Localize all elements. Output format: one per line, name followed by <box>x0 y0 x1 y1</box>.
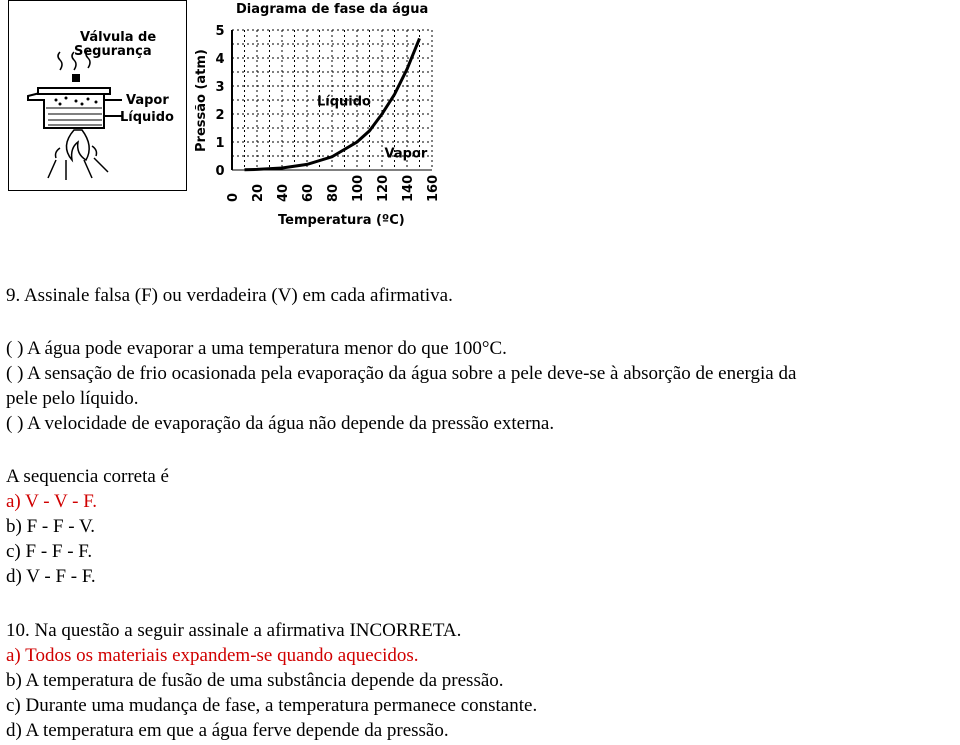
q10-option-a: a) Todos os materiais expandem-se quando aquecidos. <box>6 645 419 666</box>
valve-label-line1: Válvula de <box>80 30 157 45</box>
q10-option-d: d) A temperatura em que a água ferve depende da pressão. <box>6 720 449 741</box>
q9-statement-3: ( ) A velocidade de evaporação da água não depende da pressão externa. <box>6 413 555 434</box>
chart-ylabel: Pressão (atm) <box>194 49 209 152</box>
x-tick-label: 100 <box>351 174 366 202</box>
q9-title: 9. Assinale falsa (F) ou verdadeira (V) em cada afirmativa. <box>6 285 453 306</box>
chart-x-ticks <box>226 175 441 202</box>
region-label-liquid: Líquido <box>317 94 371 110</box>
figure <box>8 0 448 236</box>
x-tick-label: 60 <box>301 183 316 202</box>
x-tick-label: 40 <box>276 183 291 202</box>
x-tick-label: 20 <box>251 183 266 202</box>
chart-xlabel: Temperatura (ºC) <box>278 213 405 228</box>
q10-title: 10. Na questão a seguir assinale a afirmativa INCORRETA. <box>6 620 462 641</box>
q9-option-a: a) V - V - F. <box>6 491 98 512</box>
cooker-vapor-label: Vapor <box>126 93 169 108</box>
pressure-cooker-panel <box>9 1 187 191</box>
y-tick-label: 5 <box>215 24 225 39</box>
figure-svg <box>8 0 448 236</box>
valve-label-line2: Segurança <box>74 44 152 59</box>
q9-option-c: c) F - F - F. <box>6 541 93 562</box>
q9-option-d: d) V - F - F. <box>6 566 96 587</box>
phase-diagram <box>194 2 441 228</box>
y-tick-label: 0 <box>215 164 225 179</box>
q9-statement-1: ( ) A água pode evaporar a uma temperatura menor do que 100°C. <box>6 338 507 359</box>
q10-option-c: c) Durante uma mudança de fase, a temperatura permanece constante. <box>6 695 538 716</box>
x-tick-label: 140 <box>401 174 416 202</box>
y-tick-label: 2 <box>215 108 225 123</box>
q9-statement-2-cont: pele pelo líquido. <box>6 388 139 409</box>
x-tick-label: 120 <box>376 174 391 202</box>
y-tick-label: 3 <box>215 80 225 95</box>
x-tick-label: 160 <box>426 174 441 202</box>
cooker-liquid-label: Líquido <box>120 110 174 125</box>
y-tick-label: 4 <box>215 52 225 67</box>
q9-option-b: b) F - F - V. <box>6 516 96 537</box>
chart-y-ticks <box>215 24 224 179</box>
x-tick-label: 0 <box>226 192 241 202</box>
q9-prompt: A sequencia correta é <box>6 466 169 487</box>
chart-title: Diagrama de fase da água <box>236 2 429 17</box>
y-tick-label: 1 <box>215 136 225 151</box>
q10-option-b: b) A temperatura de fusão de uma substância depende da pressão. <box>6 670 504 691</box>
q9-statement-2: ( ) A sensação de frio ocasionada pela evaporação da água sobre a pele deve-se à absorção de energia da <box>6 363 797 384</box>
region-label-vapor: Vapor <box>384 146 428 162</box>
x-tick-label: 80 <box>326 183 341 202</box>
